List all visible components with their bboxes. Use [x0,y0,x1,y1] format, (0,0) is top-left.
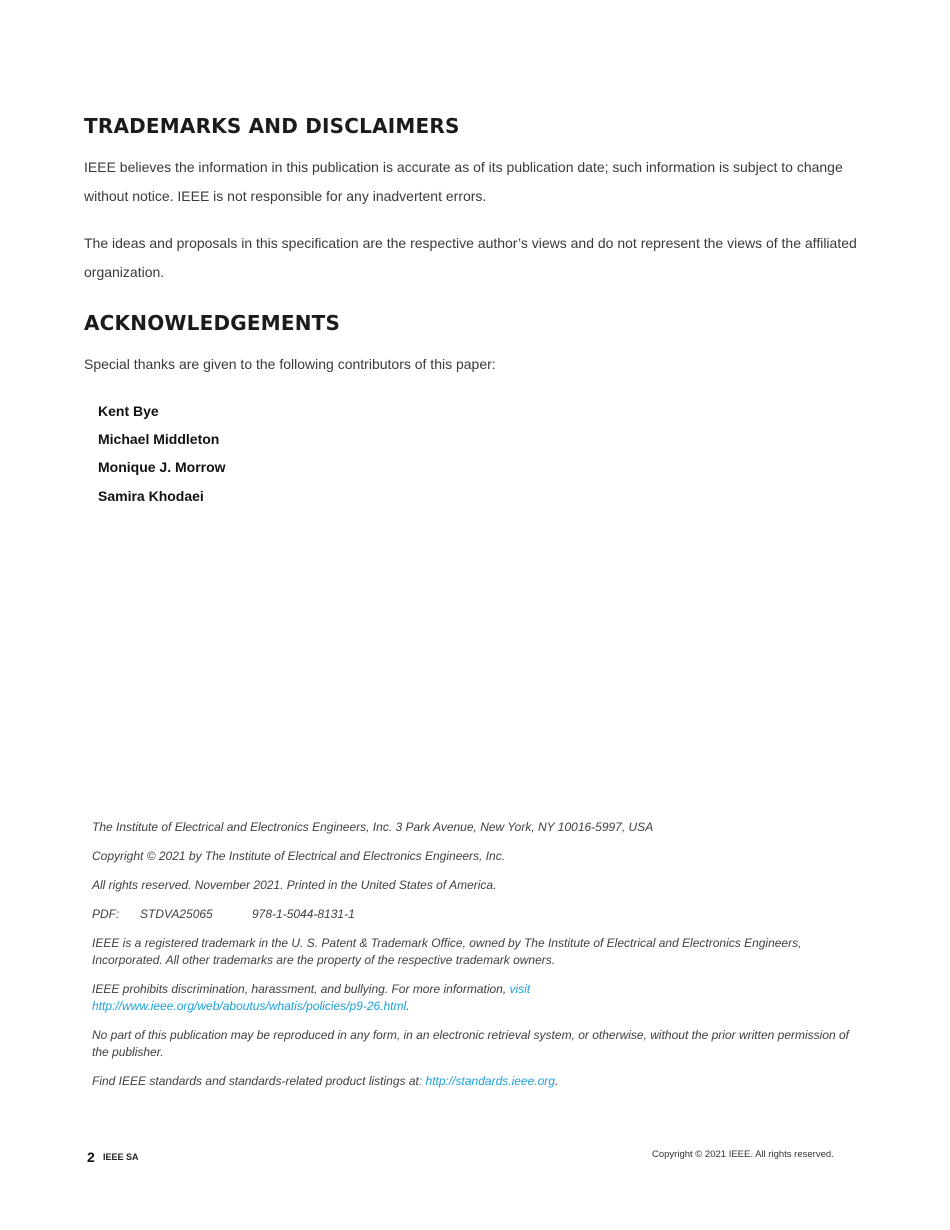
standards-link[interactable]: : http://standards.ieee.org [418,1074,555,1088]
pdf-code: STDVA25065 [140,907,213,921]
footer-copyright: Copyright © 2021 IEEE. All rights reserved. [652,1149,834,1160]
legal-policy [92,981,852,1015]
pdf-isbn: 978-1-5044-8131-1 [252,907,355,921]
policy-visit-link[interactable]: visit [509,982,531,996]
acknowledgements-intro: Special thanks are given to the following contributors of this paper: [84,356,496,372]
contributor-name: Samira Khodaei [98,487,204,504]
legal-trademark: IEEE is a registered trademark in the U. S. Patent & Trademark Office, owned by The Institute of Electrical and Electronics Engineers, Incorporated. All other trademarks are the property of the respective trademark owners. [92,936,802,967]
legal-reproduce: No part of this publication may be reproduced in any form, in an electronic retrieval system, or otherwise, without the prior written permission of the publisher. [92,1028,850,1059]
legal-rights: All rights reserved. November 2021. Printed in the United States of America. [92,878,497,892]
legal-copyright: Copyright © 2021 by The Institute of Electrical and Electronics Engineers, Inc. [92,849,506,863]
page-number: 2 [87,1149,95,1165]
footer-brand: IEEE SA [103,1152,139,1162]
policy-end: . [406,999,410,1013]
legal-address: The Institute of Electrical and Electronics Engineers, Inc. 3 Park Avenue, New York, NY 10016-5997, USA [92,820,654,834]
contributor-name: Michael Middleton [98,431,220,448]
contributor-name: Kent Bye [98,403,159,419]
trademarks-paragraph-2: The ideas and proposals in this specification are the respective author’s views and do not represent the views of the affiliated organization. [84,235,857,280]
policy-text: IEEE prohibits discrimination, harassment, and bullying. For more information, [92,982,510,996]
legal-standards [92,1073,852,1090]
standards-end: . [554,1074,559,1088]
pdf-label: PDF: [92,907,120,921]
contributor-list [98,399,226,512]
contributor-name: Monique J. Morrow [98,459,226,476]
acknowledgements-heading: ACKNOWLEDGEMENTS [84,311,341,335]
trademarks-paragraph-1: IEEE believes the information in this publication is accurate as of its publication date; such information is subject to change without notice. IEEE is not responsible for any inadvertent errors. [84,159,843,204]
policy-url-link[interactable]: http://www.ieee.org/web/aboutus/whatis/policies/p9-26.html [92,999,407,1013]
standards-text: Find IEEE standards and standards-related product listings at [92,1074,419,1088]
legal-pdf-info [92,906,852,923]
trademarks-heading: TRADEMARKS AND DISCLAIMERS [84,114,460,138]
